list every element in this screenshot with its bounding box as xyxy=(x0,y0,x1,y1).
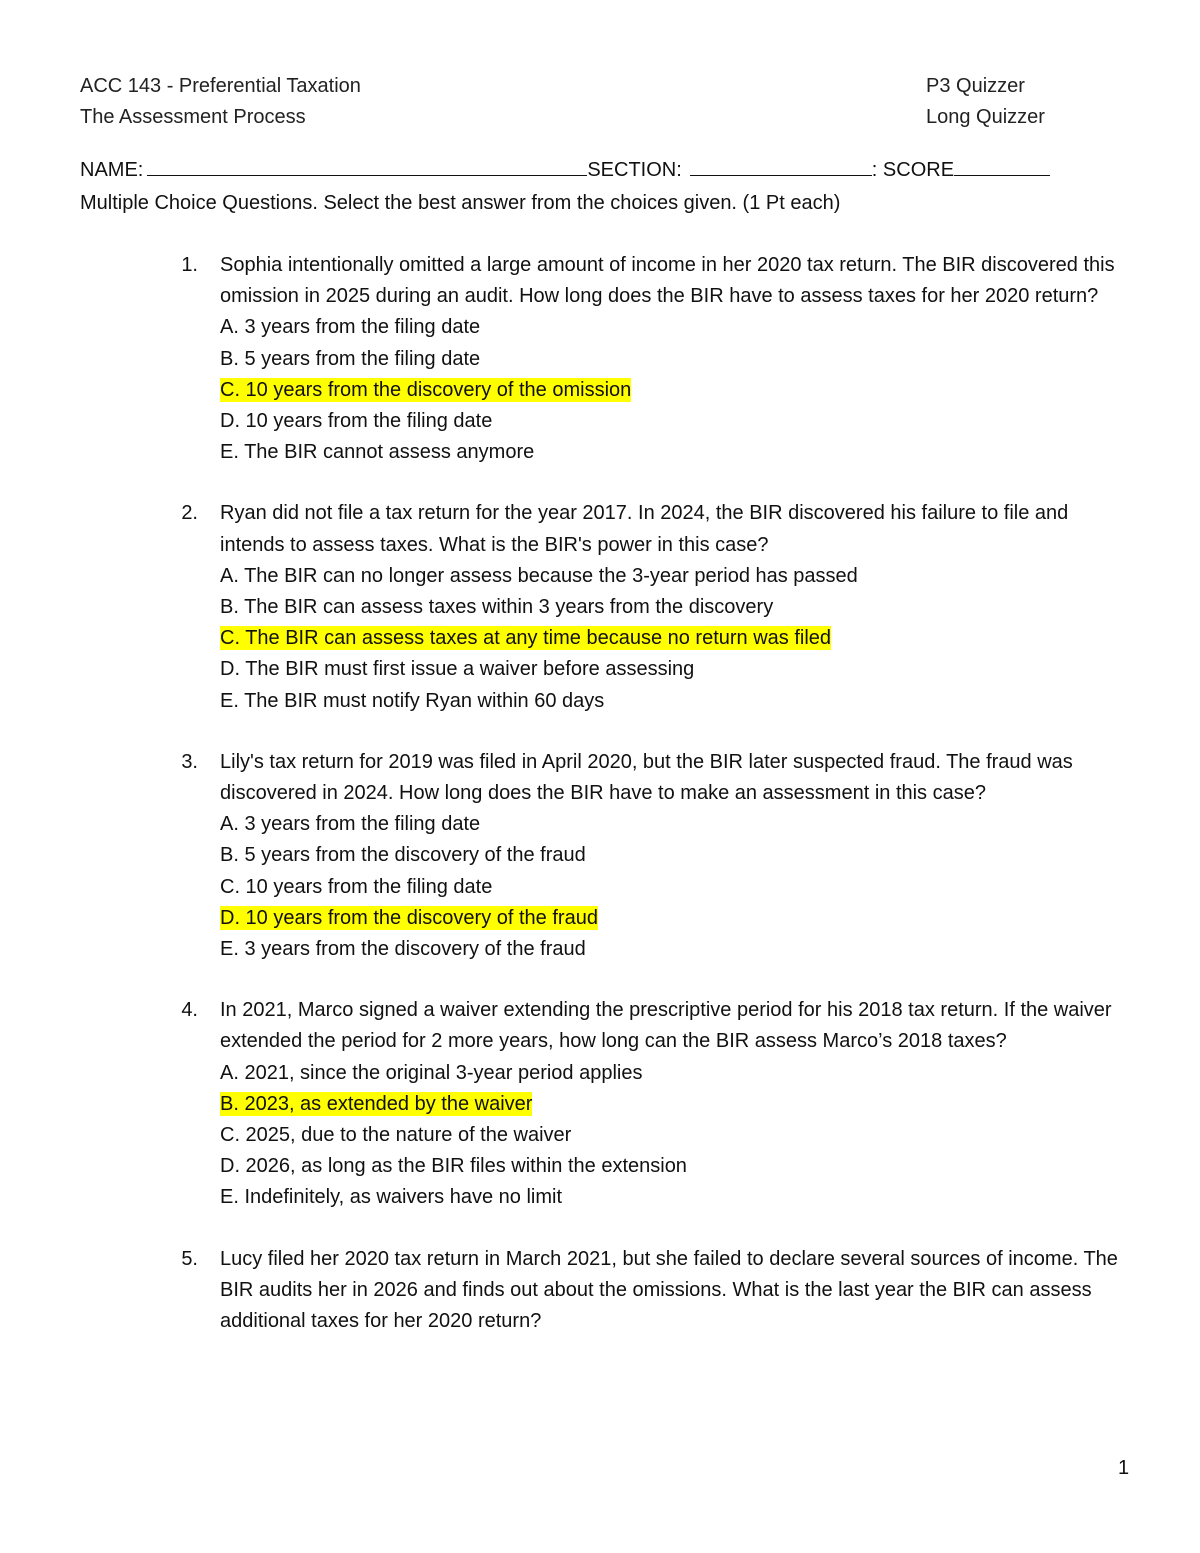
answer-option-text: A. The BIR can no longer assess because the 3-year period has passed xyxy=(220,564,858,587)
student-info-row xyxy=(80,157,1050,183)
section-label: SECTION: xyxy=(587,159,682,181)
answer-option[interactable] xyxy=(220,934,1120,965)
answer-option-text: D. 10 years from the filing date xyxy=(220,410,493,433)
score-field[interactable] xyxy=(954,157,1050,176)
topic-title: The Assessment Process xyxy=(80,106,306,128)
question-body xyxy=(220,250,1120,468)
question-item xyxy=(160,747,1120,965)
answer-option-text: C. 10 years from the discovery of the omission xyxy=(220,378,632,401)
quiz-length: Long Quizzer xyxy=(926,106,1045,128)
answer-option[interactable] xyxy=(220,406,1120,437)
name-field[interactable] xyxy=(147,157,587,176)
answer-option-text: D. 10 years from the discovery of the fraud xyxy=(220,906,598,929)
answer-option-highlighted[interactable] xyxy=(220,375,1120,406)
question-body xyxy=(220,747,1120,965)
score-label: : SCORE xyxy=(871,159,955,181)
answer-option-text: A. 3 years from the filing date xyxy=(220,813,481,836)
answer-option[interactable] xyxy=(220,809,1120,840)
question-text: Sophia intentionally omitted a large amount of income in her 2020 tax return. The BIR discovered this omission in 2025 during an audit. How long does the BIR have to assess taxes for her 2020 return? xyxy=(220,254,1115,308)
answer-option[interactable] xyxy=(220,592,1120,623)
answer-option-text: D. The BIR must first issue a waiver before assessing xyxy=(220,658,695,681)
question-number: 4. xyxy=(181,999,198,1022)
answer-option-highlighted[interactable] xyxy=(220,1089,1120,1120)
header-left xyxy=(80,71,361,133)
course-title: ACC 143 - Preferential Taxation xyxy=(80,75,361,97)
answer-option[interactable] xyxy=(220,437,1120,468)
question-item xyxy=(160,250,1120,468)
question-number: 3. xyxy=(181,750,198,773)
question-item xyxy=(160,498,1120,716)
answer-option-text: B. 2023, as extended by the waiver xyxy=(220,1092,533,1115)
question-list xyxy=(160,250,1120,1367)
answer-option-text: A. 3 years from the filing date xyxy=(220,316,481,339)
question-number: 2. xyxy=(181,502,198,525)
question-text: Lily's tax return for 2019 was filed in April 2020, but the BIR later suspected fraud. The fraud was discovered in 2024. How long does the BIR have to make an assessment in this case? xyxy=(220,750,1073,805)
answer-option[interactable] xyxy=(220,312,1120,343)
header-right xyxy=(926,71,1045,133)
section-field[interactable] xyxy=(690,157,872,176)
answer-option-text: B. The BIR can assess taxes within 3 years from the discovery xyxy=(220,596,774,619)
answer-option-text: E. Indefinitely, as waivers have no limit xyxy=(220,1186,563,1209)
answer-option-text: E. The BIR must notify Ryan within 60 days xyxy=(220,689,605,712)
answer-option[interactable] xyxy=(220,872,1120,903)
question-item xyxy=(160,995,1120,1213)
answer-option[interactable] xyxy=(220,686,1120,717)
page-number: 1 xyxy=(1118,1457,1130,1479)
question-body xyxy=(220,498,1120,716)
question-item xyxy=(160,1244,1120,1338)
question-text: In 2021, Marco signed a waiver extending the prescriptive period for his 2018 tax return. If the waiver extended the period for 2 more years, how long can the BIR assess Marco’s 2018 taxes? xyxy=(220,999,1112,1053)
answer-option[interactable] xyxy=(220,1182,1120,1213)
answer-option[interactable] xyxy=(220,561,1120,592)
answer-option-highlighted[interactable] xyxy=(220,903,1120,934)
answer-option-text: E. The BIR cannot assess anymore xyxy=(220,441,535,464)
answer-option-text: A. 2021, since the original 3-year period applies xyxy=(220,1061,643,1084)
answer-option[interactable] xyxy=(220,1058,1120,1089)
answer-option-text: C. 2025, due to the nature of the waiver xyxy=(220,1124,572,1147)
answer-option-text: D. 2026, as long as the BIR files within the extension xyxy=(220,1155,687,1178)
answer-option-text: B. 5 years from the filing date xyxy=(220,347,481,370)
answer-option[interactable] xyxy=(220,344,1120,375)
quiz-type: P3 Quizzer xyxy=(926,75,1025,97)
answer-option[interactable] xyxy=(220,1120,1120,1151)
question-body xyxy=(220,1244,1120,1338)
question-body xyxy=(220,995,1120,1213)
answer-option[interactable] xyxy=(220,654,1120,685)
instructions: Multiple Choice Questions. Select the best answer from the choices given. (1 Pt each) xyxy=(80,192,841,214)
question-text: Ryan did not file a tax return for the year 2017. In 2024, the BIR discovered his failure to file and intends to assess taxes. What is the BIR's power in this case? xyxy=(220,502,1069,556)
question-text: Lucy filed her 2020 tax return in March 2021, but she failed to declare several sources of income. The BIR audits her in 2026 and finds out about the omissions. What is the last year the BIR can assess additional taxes for her 2020 return? xyxy=(220,1247,1118,1333)
answer-option-highlighted[interactable] xyxy=(220,623,1120,654)
answer-option-text: C. 10 years from the filing date xyxy=(220,875,493,898)
answer-option-text: B. 5 years from the discovery of the fraud xyxy=(220,844,586,867)
question-number: 5. xyxy=(181,1247,198,1270)
answer-option[interactable] xyxy=(220,1151,1120,1182)
answer-option-text: C. The BIR can assess taxes at any time because no return was filed xyxy=(220,627,832,650)
answer-option-text: E. 3 years from the discovery of the fraud xyxy=(220,938,586,961)
question-number: 1. xyxy=(181,254,198,276)
answer-option[interactable] xyxy=(220,840,1120,871)
name-label: NAME: xyxy=(80,159,144,181)
